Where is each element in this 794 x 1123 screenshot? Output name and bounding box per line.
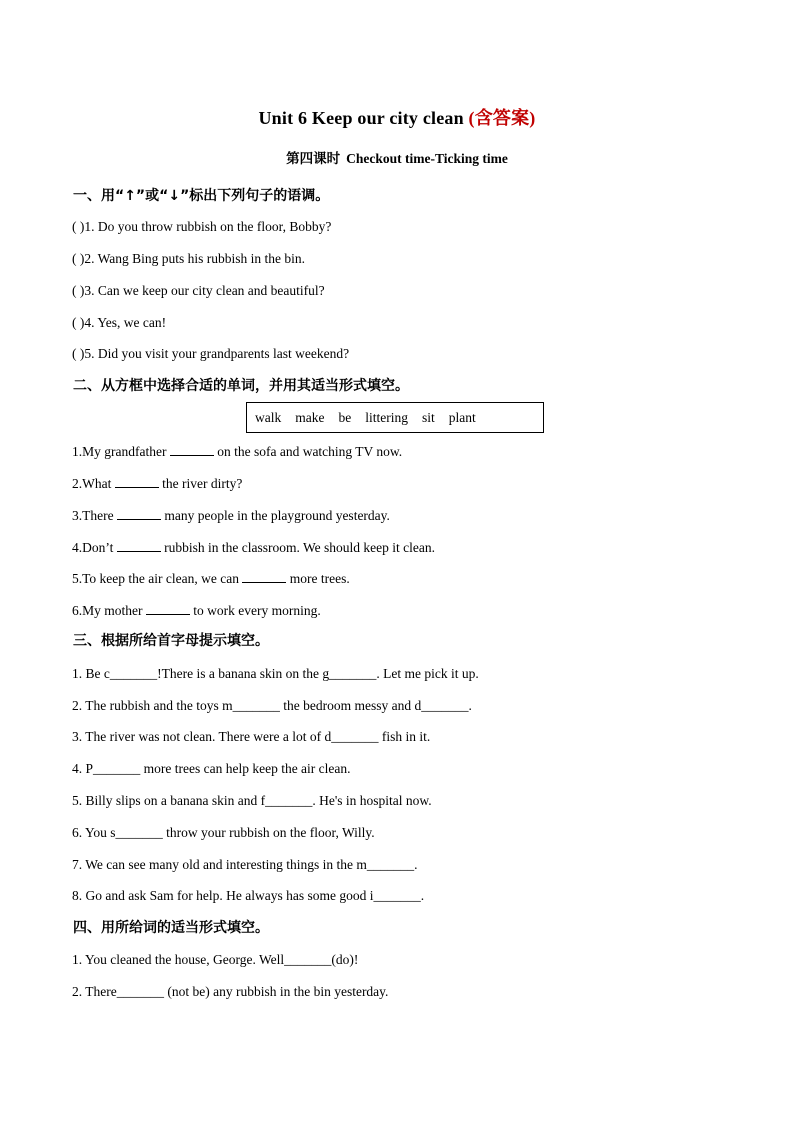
item-text-before: 3.There xyxy=(72,508,117,523)
item-text-before: 4.Don’t xyxy=(72,540,117,555)
section2-item xyxy=(72,602,321,619)
fill-blank[interactable] xyxy=(170,443,214,456)
item-text-after: the river dirty? xyxy=(158,476,243,491)
section3-item[interactable]: 6. You s_______ throw your rubbish on the floor, Willy. xyxy=(72,825,375,840)
answers-tag: (含答案) xyxy=(468,108,536,128)
item-text-after: many people in the playground yesterday. xyxy=(160,508,390,523)
title-main: Unit 6 Keep our city clean xyxy=(258,108,469,128)
answer-paren[interactable]: ( ) xyxy=(72,283,85,298)
section1-heading: 一、用“↑”或“↓”标出下列句子的语调。 xyxy=(73,188,330,204)
fill-blank[interactable] xyxy=(117,539,161,552)
page-title xyxy=(0,104,794,130)
item-text-before: 1.My grandfather xyxy=(72,444,170,459)
word-bank-word: littering xyxy=(365,409,408,425)
section2-item xyxy=(72,475,242,492)
word-bank-word: sit xyxy=(422,409,435,425)
section4-heading: 四、用所给词的适当形式填空。 xyxy=(73,920,269,936)
item-text: 4. Yes, we can! xyxy=(84,315,167,330)
section3-heading: 三、根据所给首字母提示填空。 xyxy=(73,633,269,649)
item-text-after: to work every morning. xyxy=(189,603,321,618)
section4-item[interactable]: 1. You cleaned the house, George. Well_______(do)! xyxy=(72,952,359,967)
section3-item[interactable]: 8. Go and ask Sam for help. He always has some good i_______. xyxy=(72,888,425,903)
section3-item[interactable]: 2. The rubbish and the toys m_______ the bedroom messy and d_______. xyxy=(72,698,472,713)
lesson-subtitle xyxy=(0,147,794,167)
word-bank-word: walk xyxy=(255,409,282,425)
section1-item xyxy=(72,219,331,235)
lesson-topic: Checkout time-Ticking time xyxy=(346,151,508,166)
fill-blank[interactable] xyxy=(117,507,161,520)
section3-item[interactable]: 5. Billy slips on a banana skin and f_______. He's in hospital now. xyxy=(72,793,432,808)
word-bank-word: plant xyxy=(448,409,476,425)
item-text: 5. Did you visit your grandparents last weekend? xyxy=(84,346,350,361)
section2-item xyxy=(72,570,350,587)
item-text-before: 6.My mother xyxy=(72,603,146,618)
section4-item[interactable]: 2. There_______ (not be) any rubbish in the bin yesterday. xyxy=(72,984,389,999)
answer-paren[interactable]: ( ) xyxy=(72,315,85,330)
word-bank-word: make xyxy=(295,409,325,425)
section3-item[interactable]: 7. We can see many old and interesting things in the m_______. xyxy=(72,857,418,872)
section2-heading: 二、从方框中选择合适的单词，并用其适当形式填空。 xyxy=(73,378,409,394)
section3-item[interactable]: 3. The river was not clean. There were a lot of d_______ fish in it. xyxy=(72,729,431,744)
answer-paren[interactable]: ( ) xyxy=(72,346,85,361)
section1-item xyxy=(72,346,349,362)
answer-paren[interactable]: ( ) xyxy=(72,251,85,266)
word-bank-box xyxy=(246,402,544,433)
item-text: 3. Can we keep our city clean and beautiful? xyxy=(84,283,325,298)
lesson-label: 第四课时 xyxy=(286,151,341,166)
item-text-before: 2.What xyxy=(72,476,115,491)
item-text-after: more trees. xyxy=(286,571,350,586)
answer-paren[interactable]: ( ) xyxy=(72,219,85,234)
section1-item xyxy=(72,315,166,331)
section3-item[interactable]: 1. Be c_______!There is a banana skin on the g_______. Let me pick it up. xyxy=(72,666,479,681)
section3-item[interactable]: 4. P_______ more trees can help keep the air clean. xyxy=(72,761,351,776)
section1-item xyxy=(72,283,325,299)
section1-item xyxy=(72,251,305,267)
section2-item xyxy=(72,539,435,556)
fill-blank[interactable] xyxy=(146,602,190,615)
item-text: 1. Do you throw rubbish on the floor, Bobby? xyxy=(84,219,332,234)
section2-item xyxy=(72,507,390,524)
item-text-before: 5.To keep the air clean, we can xyxy=(72,571,243,586)
word-bank-word: be xyxy=(338,409,352,425)
item-text-after: rubbish in the classroom. We should keep it clean. xyxy=(160,540,435,555)
fill-blank[interactable] xyxy=(242,570,286,583)
item-text: 2. Wang Bing puts his rubbish in the bin. xyxy=(84,251,306,266)
fill-blank[interactable] xyxy=(115,475,159,488)
item-text-after: on the sofa and watching TV now. xyxy=(213,444,403,459)
section2-item xyxy=(72,443,402,460)
